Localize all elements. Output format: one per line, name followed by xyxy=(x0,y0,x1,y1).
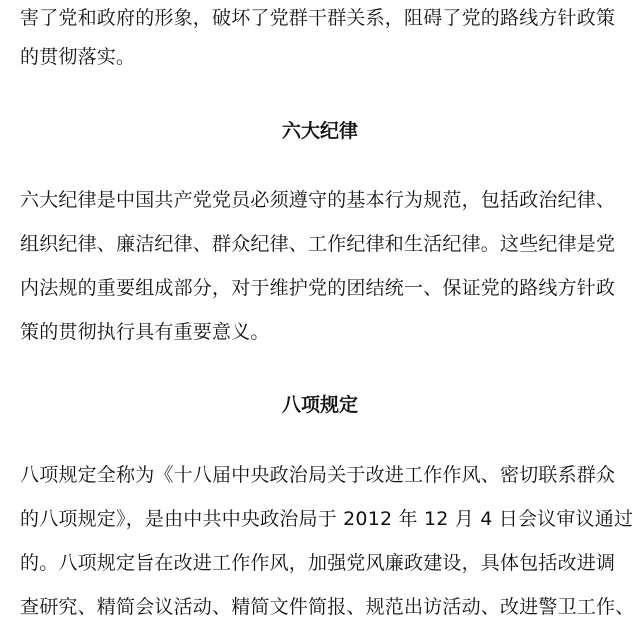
regulations-line-4: 查研究、精简会议活动、精简文件简报、规范出访活动、改进警卫工作、 xyxy=(20,596,635,618)
heading-six-disciplines: 六大纪律 xyxy=(281,120,358,142)
discipline-line-2: 组织纪律、廉洁纪律、群众纪律、工作纪律和生活纪律。这些纪律是党 xyxy=(20,233,616,255)
regulations-line-1: 八项规定全称为《十八届中央政治局关于改进工作作风、密切联系群众 xyxy=(20,464,616,486)
heading-eight-regulations: 八项规定 xyxy=(281,394,358,416)
intro-line-2: 的贯彻落实。 xyxy=(20,46,136,68)
regulations-line-3: 的。八项规定旨在改进工作作风，加强党风廉政建设，具体包括改进调 xyxy=(20,552,616,574)
discipline-line-4: 策的贯彻执行具有重要意义。 xyxy=(20,321,270,343)
discipline-line-3: 内法规的重要组成部分，对于维护党的团结统一、保证党的路线方针政 xyxy=(20,277,616,299)
regulations-line-2: 的八项规定》，是由中共中央政治局于 2012 年 12 月 4 日会议审议通过 xyxy=(20,508,634,530)
intro-line-1: 害了党和政府的形象，破坏了党群干群关系，阻碍了党的路线方针政策 xyxy=(20,7,616,29)
discipline-line-1: 六大纪律是中国共产党党员必须遵守的基本行为规范，包括政治纪律、 xyxy=(20,189,616,211)
